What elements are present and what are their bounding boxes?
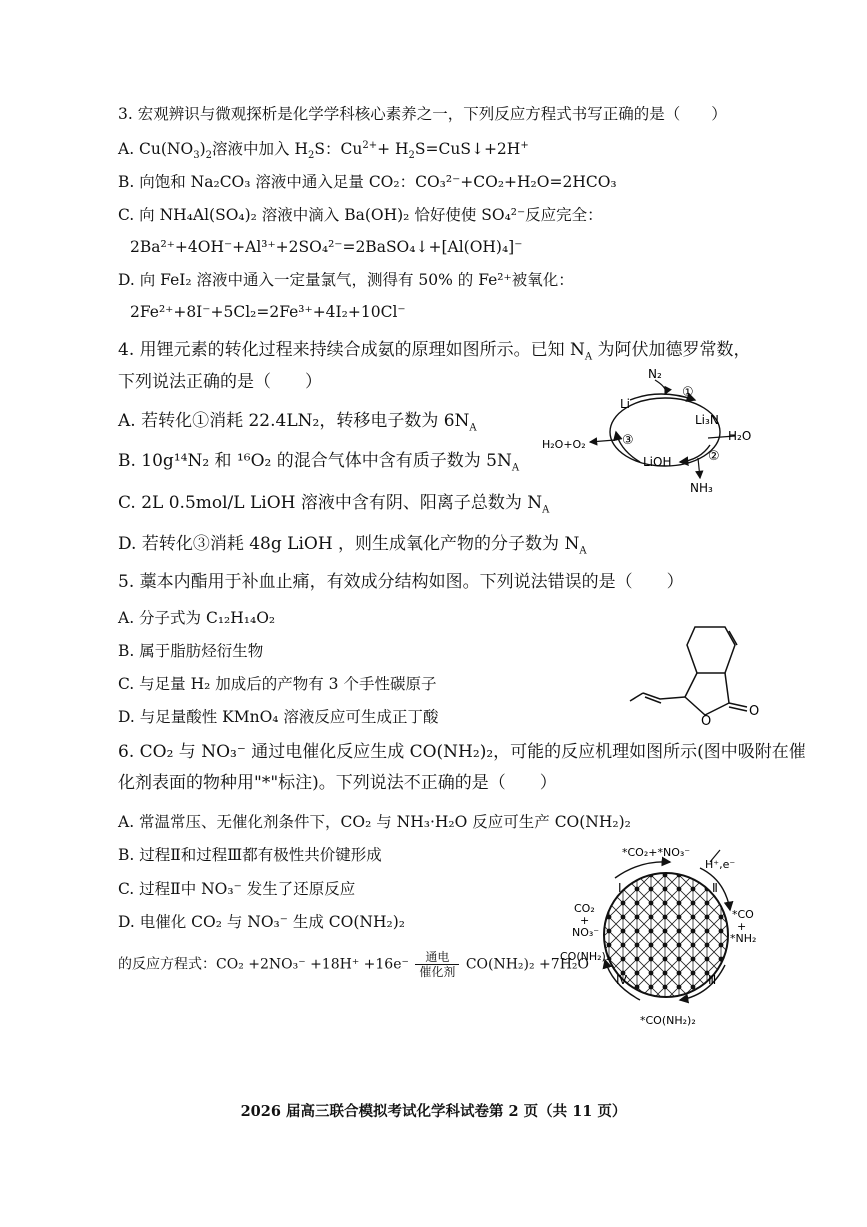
- label-nh2-star: *NH₂: [730, 932, 757, 945]
- label-urea-left: CO(NH₂)₂: [560, 950, 611, 963]
- label-plus-left: +: [580, 914, 590, 927]
- label-step-ii: Ⅱ: [712, 881, 718, 895]
- label-step-iii: Ⅲ: [708, 973, 717, 987]
- q4-stem-line2: 下列说法正确的是（ ）: [118, 372, 322, 392]
- q6-stem-line1: 6. CO₂ 与 NO₃⁻ 通过电催化反应生成 CO(NH₂)₂，可能的反应机理如图所示(图中吸附在催: [118, 742, 806, 762]
- label-step-iv: Ⅳ: [616, 973, 628, 987]
- q6-stem-line2: 化剂表面的物种用"*"标注)。下列说法不正确的是（ ）: [118, 773, 557, 793]
- q5-stem: 5. 藁本内酯用于补血止痛，有效成分结构如图。下列说法错误的是（ ）: [118, 572, 684, 592]
- label-step1: ①: [682, 385, 694, 400]
- label-no3: NO₃⁻: [572, 926, 600, 939]
- q5-option-b: B. 属于脂肪烃衍生物: [118, 642, 264, 660]
- q4-option-c: C. 2L 0.5mol/L LiOH 溶液中含有阴、阳离子总数为 $N_A$: [118, 493, 550, 516]
- q4-option-d: D. 若转化③消耗 48g LiOH ，则生成氧化产物的分子数为 $N_A$: [118, 534, 587, 557]
- q4-stem-line1: 4. 用锂元素的转化过程来持续合成氨的原理如图所示。已知 $N_A$ 为阿伏加德罗常数，: [118, 340, 751, 363]
- q3-option-c-equation: 2Ba²⁺+4OH⁻+Al³⁺+2SO₄²⁻=2BaSO₄↓+[Al(OH)₄]⁻: [130, 238, 523, 256]
- q3-option-d: D. 向 FeI₂ 溶液中通入一定量氯气，测得有 50% 的 Fe²⁺被氧化：: [118, 271, 574, 289]
- q5-option-a: A. 分子式为 C₁₂H₁₄O₂: [118, 609, 276, 627]
- label-step3: ③: [622, 433, 634, 448]
- q3-stem: 3. 宏观辨识与微观探析是化学学科核心素养之一，下列反应方程式书写正确的是（ ）: [118, 105, 727, 123]
- label-urea-adsorbed: *CO(NH₂)₂: [640, 1014, 696, 1027]
- q3-option-d-equation: 2Fe²⁺+8I⁻+5Cl₂=2Fe³⁺+4I₂+10Cl⁻: [130, 303, 406, 321]
- electrocatalysis-mechanism: [560, 840, 775, 1030]
- label-plus-right: +: [737, 920, 747, 933]
- lithium-cycle-diagram: [540, 360, 770, 500]
- q5-option-d: D. 与足量酸性 KMnO₄ 溶液反应可生成正丁酸: [118, 708, 439, 726]
- q4-option-b: B. 10g¹⁴N₂ 和 ¹⁶O₂ 的混合气体中含有质子数为 $5N_A$: [118, 451, 520, 474]
- ring-oxygen: O: [701, 714, 712, 729]
- q6-equation: 的反应方程式：CO₂ +2NO₃⁻ +18H⁺ +16e⁻ $\frac{\text{通电}}{\text{催化剂}}$ CO(NH₂)₂ +7H₂O: [118, 950, 589, 979]
- label-h-electron: H⁺,e⁻: [705, 858, 736, 871]
- q6-option-c: C. 过程Ⅱ中 NO₃⁻ 发生了还原反应: [118, 880, 356, 898]
- label-li: Li: [620, 397, 631, 411]
- label-h2o-o2: H₂O+O₂: [542, 438, 586, 451]
- label-nh3: NH₃: [690, 481, 713, 495]
- ligustilide-structure: [625, 615, 775, 730]
- q5-option-c: C. 与足量 H₂ 加成后的产物有 3 个手性碳原子: [118, 675, 437, 693]
- label-adsorbed-reactants: *CO₂+*NO₃⁻: [622, 846, 691, 859]
- page-footer: 2026 届高三联合模拟考试化学科试卷第 2 页（共 11 页）: [240, 1103, 627, 1120]
- label-lioh: LiOH: [643, 455, 672, 469]
- q4-option-a: A. 若转化①消耗 22.4LN₂，转移电子数为 $6N_A$: [118, 411, 477, 434]
- eq-condition-top: 通电: [415, 950, 459, 965]
- carbonyl-oxygen: O: [749, 704, 760, 719]
- q6-option-a: A. 常温常压、无催化剂条件下，CO₂ 与 NH₃·H₂O 反应可生产 CO(NH₂)₂: [118, 813, 631, 831]
- label-step-i: Ⅰ: [618, 881, 622, 895]
- q6-option-d: D. 电催化 CO₂ 与 NO₃⁻ 生成 CO(NH₂)₂: [118, 913, 405, 931]
- q3-option-b: B. 向饱和 Na₂CO₃ 溶液中通入足量 CO₂：CO₃²⁻+CO₂+H₂O=2HCO₃: [118, 173, 617, 191]
- q6-option-b: B. 过程Ⅱ和过程Ⅲ都有极性共价键形成: [118, 846, 382, 864]
- q3-option-c: C. 向 NH₄Al(SO₄)₂ 溶液中滴入 Ba(OH)₂ 恰好使使 SO₄²⁻反应完全：: [118, 206, 603, 224]
- label-li3n: Li₃N: [695, 413, 719, 427]
- label-n2: N₂: [648, 367, 662, 381]
- label-h2o: H₂O: [728, 429, 752, 443]
- q3-option-a: A. $Cu(NO_3)_2$溶液中加入 $H_2S$：$Cu^{2+}+$ $H_2S=CuS↓+2H^+$: [118, 139, 529, 162]
- eq-condition-bottom: 催化剂: [419, 965, 456, 979]
- label-co2: CO₂: [574, 902, 595, 915]
- label-co-star: *CO: [732, 908, 754, 921]
- label-step2: ②: [708, 449, 720, 464]
